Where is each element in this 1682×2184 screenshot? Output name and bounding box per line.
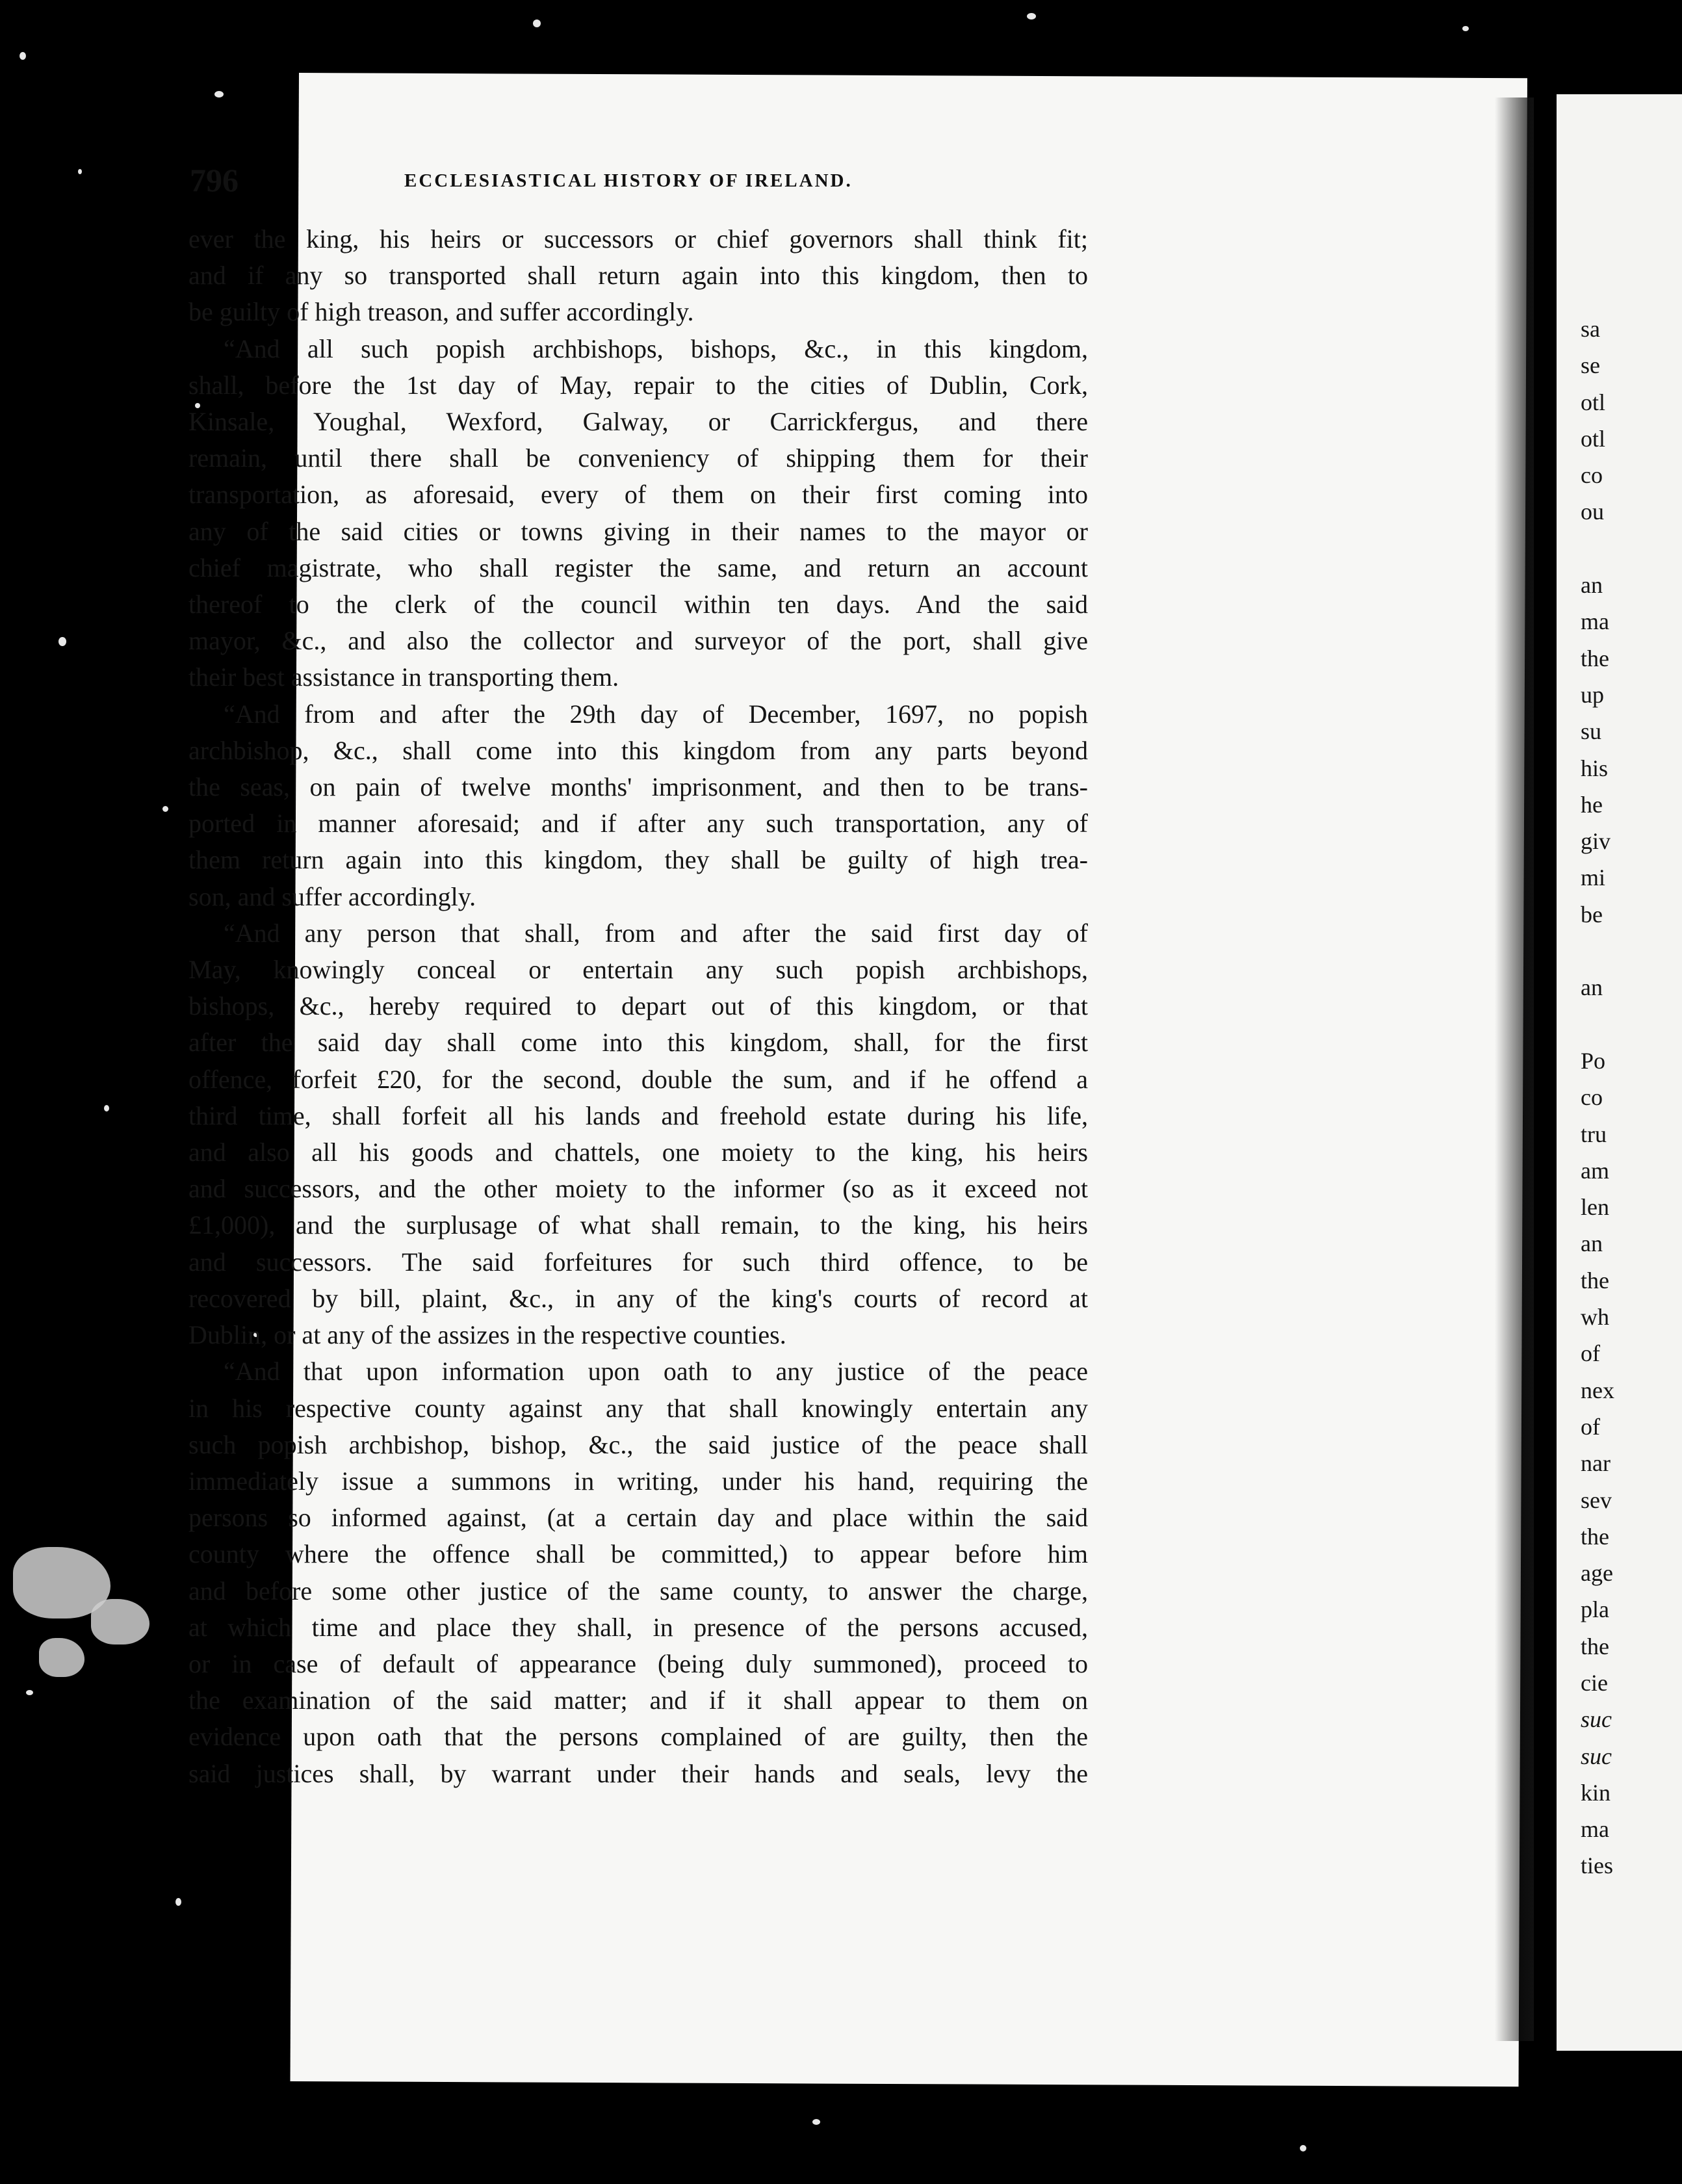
text-line: “And any person that shall, from and after the said first day of <box>224 918 1088 948</box>
paragraph <box>188 1353 1088 1791</box>
paragraph <box>188 915 1088 1353</box>
text-line: bishops, &c., hereby required to depart out of this kingdom, or that <box>188 991 1088 1021</box>
text-line: remain, until there shall be conveniency of shipping them for their <box>188 443 1088 473</box>
text-line: mayor, &c., and also the collector and surveyor of the port, shall give <box>188 626 1088 656</box>
text-line: chief magistrate, who shall register the same, and return an account <box>188 552 1088 582</box>
text-line: third time, shall forfeit all his lands and freehold estate during his life, <box>188 1100 1088 1130</box>
facing-line-fragment: kin <box>1581 1779 1611 1806</box>
facing-line-fragment: nex <box>1581 1377 1614 1403</box>
facing-line-fragment: sev <box>1581 1487 1612 1513</box>
text-line: ported in manner aforesaid; and if after any such transportation, any of <box>188 809 1088 838</box>
text-line: “And from and after the 29th day of December, 1697, no popish <box>224 699 1088 729</box>
facing-line-fragment: age <box>1581 1560 1613 1587</box>
text-line: and successors. The said forfeitures for such third offence, to be <box>188 1247 1088 1277</box>
page-number: 796 <box>190 162 239 198</box>
facing-line-fragment: he <box>1581 791 1603 818</box>
text-line: or in case of default of appearance (being duly summoned), proceed to <box>188 1648 1088 1678</box>
facing-line-fragment: se <box>1581 352 1600 379</box>
text-line: thereof to the clerk of the council within ten days. And the said <box>188 590 1088 619</box>
text-line: shall, before the 1st day of May, repair to the cities of Dublin, Cork, <box>188 370 1088 400</box>
text-line: archbishop, &c., shall come into this kingdom from any parts beyond <box>188 735 1088 765</box>
facing-line-fragment: cie <box>1581 1669 1608 1696</box>
text-line: them return again into this kingdom, they shall be guilty of high trea- <box>188 845 1088 875</box>
gutter-shadow <box>1495 98 1534 2041</box>
facing-line-fragment: be <box>1581 901 1603 928</box>
facing-line-fragment: of <box>1581 1413 1600 1440</box>
body-text <box>188 221 1088 1792</box>
facing-line-fragment: his <box>1581 755 1609 781</box>
text-line: said justices shall, by warrant under their hands and seals, levy the <box>188 1758 1088 1788</box>
text-line: and successors, and the other moiety to the informer (so as it exceed not <box>188 1174 1088 1204</box>
facing-line-fragment: wh <box>1581 1304 1609 1331</box>
text-line: in his respective county against any that shall knowingly entertain any <box>188 1393 1088 1423</box>
text-line: and also all his goods and chattels, one moiety to the king, his heirs <box>188 1138 1088 1167</box>
running-title: ECCLESIASTICAL HISTORY OF IRELAND. <box>404 170 853 191</box>
text-line: be guilty of high treason, and suffer accordingly. <box>188 297 694 327</box>
facing-line-fragment <box>1581 530 1659 567</box>
facing-line-fragment: ties <box>1581 1852 1613 1879</box>
paragraph <box>188 221 1088 331</box>
facing-line-fragment: the <box>1581 1633 1609 1659</box>
facing-line-fragment: of <box>1581 1340 1600 1367</box>
text-line: recovered by bill, plaint, &c., in any of the king's courts of record at <box>188 1283 1088 1313</box>
facing-line-fragment: ma <box>1581 608 1609 635</box>
text-line: transportation, as aforesaid, every of them on their first coming into <box>188 480 1088 510</box>
text-line: Dublin, or at any of the assizes in the respective counties. <box>188 1320 786 1350</box>
text-line: the seas, on pain of twelve months' imprisonment, and then to be trans- <box>188 772 1088 802</box>
text-line: “And all such popish archbishops, bishops, &c., in this kingdom, <box>224 333 1088 363</box>
text-line: immediately issue a summons in writing, under his hand, requiring the <box>188 1466 1088 1496</box>
facing-line-fragment: the <box>1581 645 1609 671</box>
facing-line-fragment: an <box>1581 974 1603 1001</box>
page-header <box>190 161 1165 200</box>
text-line: offence, forfeit £20, for the second, double the sum, and if he offend a <box>188 1064 1088 1094</box>
facing-line-fragment: nar <box>1581 1450 1611 1477</box>
text-line: the examination of the said matter; and if it shall appear to them on <box>188 1685 1088 1715</box>
text-line: any of the said cities or towns giving in their names to the mayor or <box>188 516 1088 546</box>
facing-line-fragment: suc <box>1581 1706 1612 1733</box>
facing-line-fragment: otl <box>1581 389 1606 415</box>
facing-line-fragment: su <box>1581 718 1602 745</box>
facing-line-fragment: the <box>1581 1523 1609 1550</box>
text-line: persons so informed against, (at a certain day and place within the said <box>188 1503 1088 1533</box>
paragraph <box>188 331 1088 696</box>
facing-line-fragment: pla <box>1581 1596 1609 1623</box>
facing-line-fragment: the <box>1581 1267 1609 1294</box>
text-line: “And that upon information upon oath to any justice of the peace <box>224 1357 1088 1386</box>
facing-line-fragment: tru <box>1581 1121 1607 1147</box>
text-line: evidence upon oath that the persons complained of are guilty, then the <box>188 1722 1088 1752</box>
facing-line-fragment: an <box>1581 1230 1603 1257</box>
text-line: Kinsale, Youghal, Wexford, Galway, or Carrickfergus, and there <box>188 407 1088 437</box>
text-line: their best assistance in transporting them. <box>188 662 619 692</box>
text-line: May, knowingly conceal or entertain any such popish archbishops, <box>188 955 1088 985</box>
facing-line-fragment: sa <box>1581 316 1600 342</box>
text-line: £1,000), and the surplusage of what shall remain, to the king, his heirs <box>188 1210 1088 1240</box>
facing-line-fragment: mi <box>1581 864 1606 891</box>
text-line: county where the offence shall be committed,) to appear before him <box>188 1539 1088 1569</box>
facing-line-fragment: giv <box>1581 828 1611 855</box>
facing-line-fragment <box>1581 933 1659 969</box>
text-line: at which time and place they shall, in presence of the persons accused, <box>188 1612 1088 1642</box>
text-line: after the said day shall come into this kingdom, shall, for the first <box>188 1028 1088 1058</box>
facing-line-fragment <box>1581 1006 1659 1043</box>
text-line: and before some other justice of the same county, to answer the charge, <box>188 1576 1088 1606</box>
facing-line-fragment: otl <box>1581 425 1606 452</box>
facing-line-fragment: len <box>1581 1194 1609 1221</box>
facing-line-fragment: ou <box>1581 499 1604 525</box>
text-line: and if any so transported shall return again into this kingdom, then to <box>188 261 1088 291</box>
paragraph <box>188 696 1088 915</box>
facing-line-fragment: suc <box>1581 1743 1612 1769</box>
facing-line-fragment: an <box>1581 572 1603 599</box>
text-line: son, and suffer accordingly. <box>188 881 476 911</box>
text-line: ever the king, his heirs or successors or chief governors shall think fit; <box>188 224 1088 254</box>
facing-page-text <box>1581 311 1659 1884</box>
facing-line-fragment: ma <box>1581 1816 1609 1843</box>
facing-line-fragment: co <box>1581 462 1603 489</box>
text-line: such popish archbishop, bishop, &c., the said justice of the peace shall <box>188 1429 1088 1459</box>
facing-line-fragment: am <box>1581 1157 1609 1184</box>
facing-line-fragment: up <box>1581 681 1604 708</box>
facing-line-fragment: Po <box>1581 1047 1606 1074</box>
facing-line-fragment: co <box>1581 1084 1603 1111</box>
